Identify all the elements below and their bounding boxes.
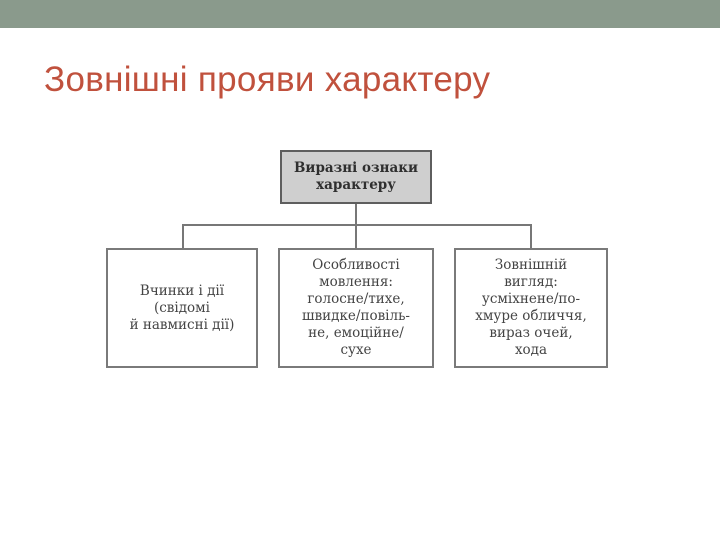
root-node-label: Виразні ознаки характеру: [294, 160, 418, 193]
child-node-appearance-label: Зовнішній вигляд: усміхнене/по- хмуре обличчя, вираз очей, хода: [475, 257, 587, 358]
connector-middle: [355, 224, 357, 248]
child-node-actions-label: Вчинки і дії (свідомі й навмисні дії): [129, 282, 235, 333]
connector-horizontal: [182, 224, 532, 226]
connector-left: [182, 224, 184, 248]
slide-top-bar: [0, 0, 720, 28]
root-node: [280, 150, 432, 204]
slide-title: Зовнішні прояви характеру: [44, 60, 491, 99]
connector-right: [530, 224, 532, 248]
child-node-actions: [106, 248, 258, 368]
child-node-speech-label: Особливості мовлення: голосне/тихе, швидке/повіль- не, емоційне/ сухе: [302, 257, 410, 358]
child-node-appearance: [454, 248, 608, 368]
child-node-speech: [278, 248, 434, 368]
connector-root-stem: [355, 204, 357, 224]
character-diagram: [100, 148, 620, 370]
